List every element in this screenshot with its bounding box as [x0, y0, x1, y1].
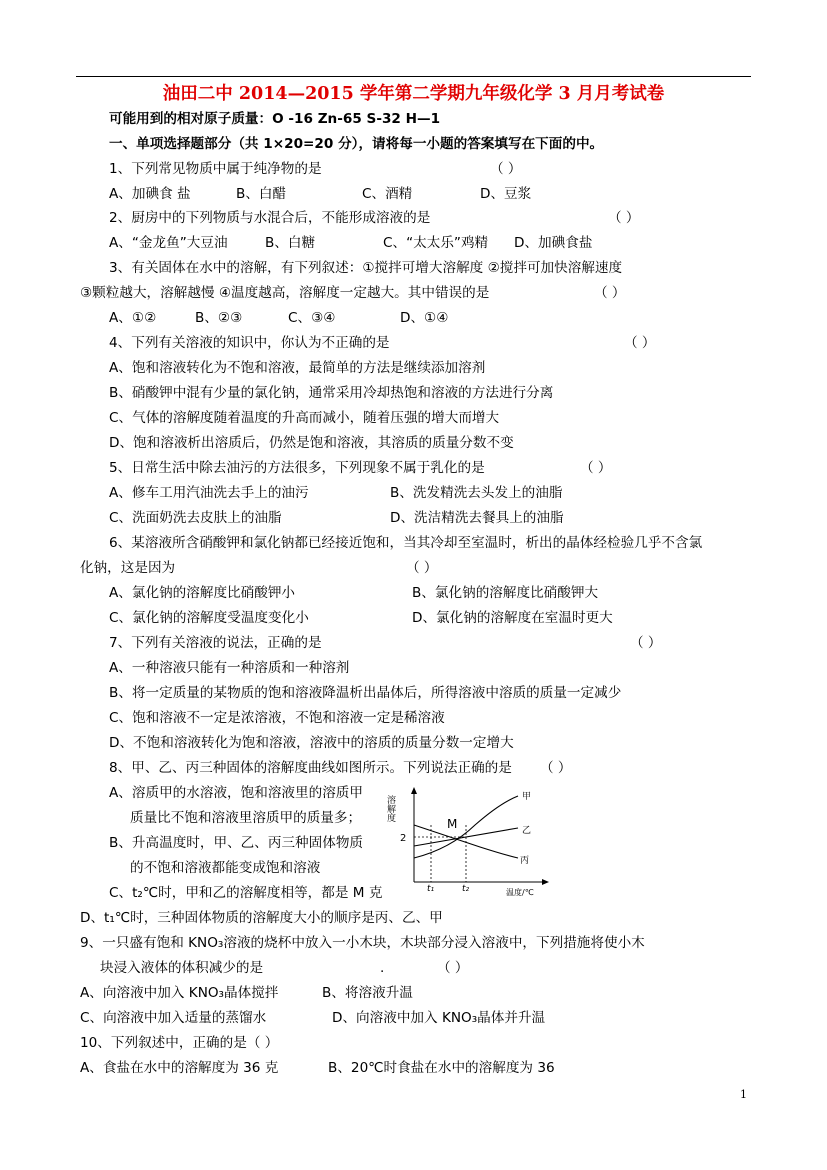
option: C、t₂℃时，甲和乙的溶解度相等，都是 M 克: [109, 885, 383, 901]
option: D、①④: [400, 310, 449, 326]
option: B、白糖: [265, 235, 316, 251]
option: A、氯化钠的溶解度比硝酸钾小: [109, 585, 296, 601]
legend-yi: 乙: [522, 826, 532, 836]
y-tick-label: 2: [400, 833, 407, 844]
option: A、加碘食 盐: [109, 186, 191, 202]
header-rule: [76, 76, 751, 77]
question-2: 2、厨房中的下列物质与水混合后，不能形成溶液的是: [109, 210, 431, 226]
option: C、酒精: [362, 186, 413, 202]
option-cont: 的不饱和溶液都能变成饱和溶液: [130, 860, 321, 876]
answer-blank: （ ）: [437, 960, 469, 976]
option: C、氯化钠的溶解度受温度变化小: [109, 610, 309, 626]
option: A、向溶液中加入 KNO₃晶体搅拌: [80, 985, 279, 1001]
answer-blank: （ ）: [540, 760, 572, 776]
question-3: 3、有关固体在水中的溶解，有下列叙述：①搅拌可增大溶解度 ②搅拌可加快溶解速度: [109, 260, 623, 276]
option: B、升高温度时，甲、乙、丙三种固体物质: [109, 835, 364, 851]
answer-blank: （ ）: [630, 635, 662, 651]
y-axis-label: 溶解度: [385, 795, 395, 822]
option: C、气体的溶解度随着温度的升高而减小，随着压强的增大而增大: [109, 410, 500, 426]
answer-blank: （ ）: [608, 210, 640, 226]
option: B、将一定质量的某物质的饱和溶液降温析出晶体后，所得溶液中溶质的质量一定减少: [109, 685, 622, 701]
option: C、③④: [288, 310, 336, 326]
question-9-cont: 块浸入液体的体积减少的是: [100, 960, 264, 976]
atomic-mass-line: 可能用到的相对原子质量：O -16 Zn-65 S-32 H—1: [109, 111, 441, 127]
question-3-cont: ③颗粒越大，溶解越慢 ④温度越高，溶解度一定越大。其中错误的是: [80, 285, 490, 301]
question-6-cont: 化钠，这是因为: [80, 560, 176, 576]
answer-blank: （ ）: [594, 285, 626, 301]
question-8: 8、甲、乙、丙三种固体的溶解度曲线如图所示。下列说法正确的是: [109, 760, 512, 776]
option: B、硝酸钾中混有少量的氯化钠，通常采用冷却热饱和溶液的方法进行分离: [109, 385, 554, 401]
question-1: 1、下列常见物质中属于纯净物的是: [109, 161, 322, 177]
question-5: 5、日常生活中除去油污的方法很多，下列现象不属于乳化的是: [109, 460, 485, 476]
answer-blank: （ ）: [406, 560, 438, 576]
option: D、豆浆: [480, 186, 532, 202]
option: A、修车工用汽油洗去手上的油污: [109, 485, 309, 501]
option: C、“太太乐”鸡精: [383, 235, 489, 251]
option: A、“金龙鱼”大豆油: [109, 235, 228, 251]
legend-bing: 丙: [520, 856, 530, 866]
stray-dot: .: [380, 960, 385, 976]
y-axis-arrow: [411, 787, 417, 794]
question-4: 4、下列有关溶液的知识中，你认为不正确的是: [109, 335, 390, 351]
option: D、不饱和溶液转化为饱和溶液，溶液中的溶质的质量分数一定增大: [109, 735, 514, 751]
option: B、20℃时食盐在水中的溶解度为 36: [328, 1060, 555, 1076]
solubility-chart: [380, 785, 550, 897]
exam-title: 油田二中 2014—2015 学年第二学期九年级化学 3 月月考试卷: [162, 84, 665, 104]
answer-blank: （ ）: [490, 161, 522, 177]
option: A、溶质甲的水溶液，饱和溶液里的溶质甲: [109, 785, 363, 801]
answer-blank: （ ）: [624, 335, 656, 351]
option: A、饱和溶液转化为不饱和溶液，最简单的方法是继续添加溶剂: [109, 360, 486, 376]
option: B、氯化钠的溶解度比硝酸钾大: [412, 585, 599, 601]
option-cont: 质量比不饱和溶液里溶质甲的质量多；: [130, 810, 362, 826]
option: D、加碘食盐: [514, 235, 593, 251]
x-tick-t1: t₁: [427, 884, 435, 894]
answer-blank: （ ）: [580, 460, 612, 476]
x-axis-arrow: [542, 879, 549, 885]
page-number: 1: [740, 1088, 747, 1101]
option: B、白醋: [236, 186, 287, 202]
question-6: 6、某溶液所含硝酸钾和氯化钠都已经接近饱和，当其冷却至室温时，析出的晶体经检验几乎不含氯: [109, 535, 703, 551]
option: D、t₁℃时，三种固体物质的溶解度大小的顺序是丙、乙、甲: [80, 910, 443, 926]
option: A、食盐在水中的溶解度为 36 克: [80, 1060, 279, 1076]
option: D、向溶液中加入 KNO₃晶体并升温: [332, 1010, 546, 1026]
option: A、一种溶液只能有一种溶质和一种溶剂: [109, 660, 350, 676]
section-heading: 一、单项选择题部分（共 1×20=20 分），请将每一小题的答案填写在下面的中。: [109, 136, 604, 152]
legend-jia: 甲: [522, 792, 532, 802]
x-axis-label: 温度/℃: [506, 888, 534, 897]
option: C、向溶液中加入适量的蒸馏水: [80, 1010, 267, 1026]
point-m-label: M: [447, 817, 458, 831]
option: B、②③: [195, 310, 243, 326]
option: C、饱和溶液不一定是浓溶液，不饱和溶液一定是稀溶液: [109, 710, 445, 726]
question-9: 9、一只盛有饱和 KNO₃溶液的烧杯中放入一小木块，木块部分浸入溶液中，下列措施将使小木: [80, 935, 645, 951]
option: B、将溶液升温: [322, 985, 413, 1001]
option: B、洗发精洗去头发上的油脂: [390, 485, 563, 501]
option: D、洗洁精洗去餐具上的油脂: [390, 510, 564, 526]
option: A、①②: [109, 310, 157, 326]
question-10: 10、下列叙述中，正确的是（ ）: [80, 1035, 279, 1051]
option: D、氯化钠的溶解度在室温时更大: [412, 610, 613, 626]
x-tick-t2: t₂: [462, 884, 470, 894]
question-7: 7、下列有关溶液的说法，正确的是: [109, 635, 322, 651]
option: C、洗面奶洗去皮肤上的油脂: [109, 510, 282, 526]
option: D、饱和溶液析出溶质后，仍然是饱和溶液，其溶质的质量分数不变: [109, 435, 514, 451]
